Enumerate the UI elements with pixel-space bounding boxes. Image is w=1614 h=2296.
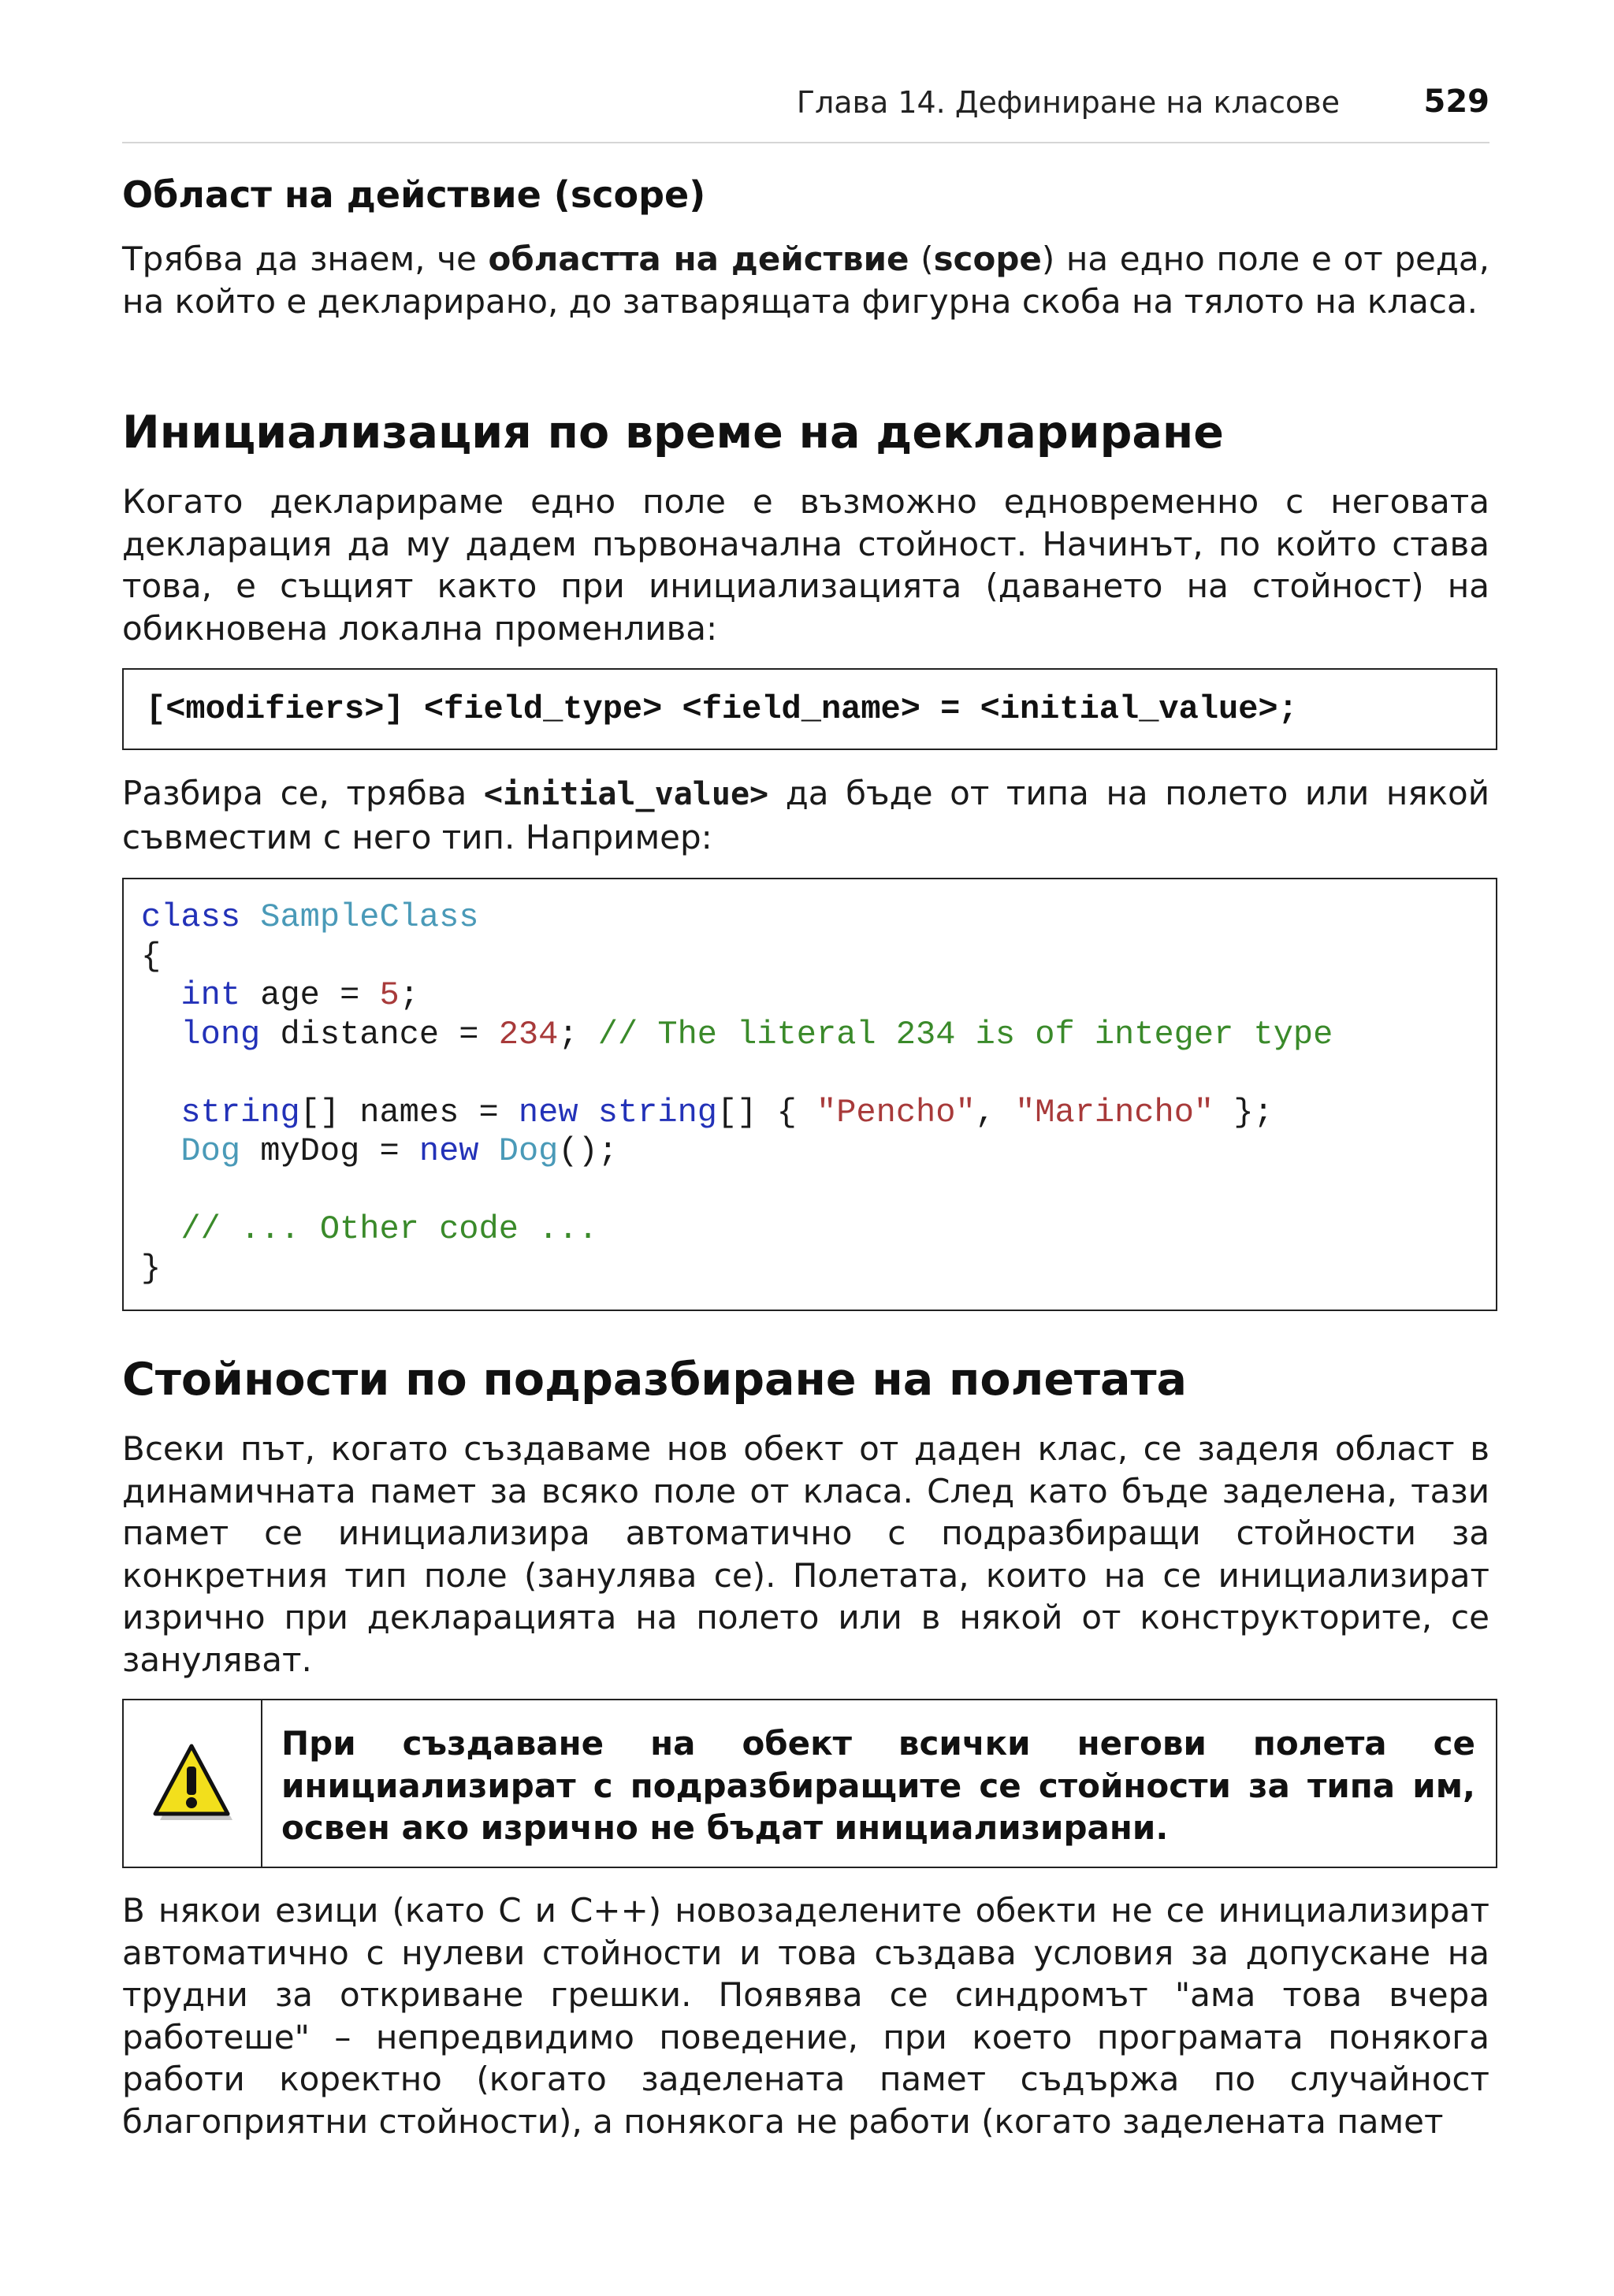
scope-paragraph: Трябва да знаем, че областта на действие (scope) на едно поле е от реда, на който е декларирано, до затварящата фигурна скоба на тялото на класа. xyxy=(122,240,1489,321)
scope-bold-term: областта на действие xyxy=(488,240,909,278)
warning-text: При създаване на обект всички негови полета се инициализират с подразбиращите се стойности за типа им, освен ако изрично не бъдат инициализирани. xyxy=(281,1724,1475,1847)
defaults-paragraph-2: В някои езици (като C и C++) новозаделените обекти не се инициализират автоматично с нулеви стойности и това създава условия за допускане на трудни за откриване грешки. Появява се синдромът "ама това вчера работеше" – непредвидимо поведение, при което програмата понякога работи коректно (когато заделената памет съдържа по случайност благоприятни стойности), а понякога не работи (когато заделената памет xyxy=(122,1891,1489,2141)
warning-icon xyxy=(149,1740,236,1826)
initial-value-code: <initial_value> xyxy=(483,776,769,812)
scope-term: scope xyxy=(933,240,1042,278)
init-paragraph-2: Разбира се, трябва <initial_value> да бъде от типа на полето или някой съвместим с него тип. Например: xyxy=(122,774,1490,856)
page-header xyxy=(122,85,1489,143)
scope-heading: Област на действие (scope) xyxy=(122,173,706,216)
code-box xyxy=(122,878,1497,1311)
syntax-line: [<modifiers>] <field_type> <field_name> = <initial_value>; xyxy=(146,690,1298,728)
defaults-heading: Стойности по подразбиране на полетата xyxy=(122,1354,1187,1406)
page-number: 529 xyxy=(1423,84,1489,120)
warning-icon-cell xyxy=(124,1700,262,1867)
code-block: class SampleClass { int age = 5; long distance = 234; // The literal 234 is of integer type string[] names = new string[] { "Pencho", "Marincho" }; Dog myDog = new Dog(); // ... Other code ... } xyxy=(141,898,1333,1287)
chapter-title: Глава 14. Дефиниране на класове xyxy=(796,85,1340,120)
syntax-box xyxy=(122,668,1497,750)
defaults-paragraph: Всеки път, когато създаваме нов обект от даден клас, се заделя област в динамичната памет за всяко поле от класа. След като бъде заделена, тази памет се инициализира автоматично с подразбиращи стойности за конкретния тип поле (занулява се). Полетата, които на се инициализират изрично при декларацията на полето или в някой от конструкторите, се зануляват. xyxy=(122,1429,1489,1679)
warning-box xyxy=(122,1699,1497,1868)
init-paragraph: Когато декларираме едно поле е възможно едновременно с неговата декларация да му дадем първоначална стойност. Начинът, по който става това, е същият както при инициализацията (даването на стойност) на обикновена локална променлива: xyxy=(122,482,1489,648)
init-heading: Инициализация по време на деклариране xyxy=(122,407,1224,459)
